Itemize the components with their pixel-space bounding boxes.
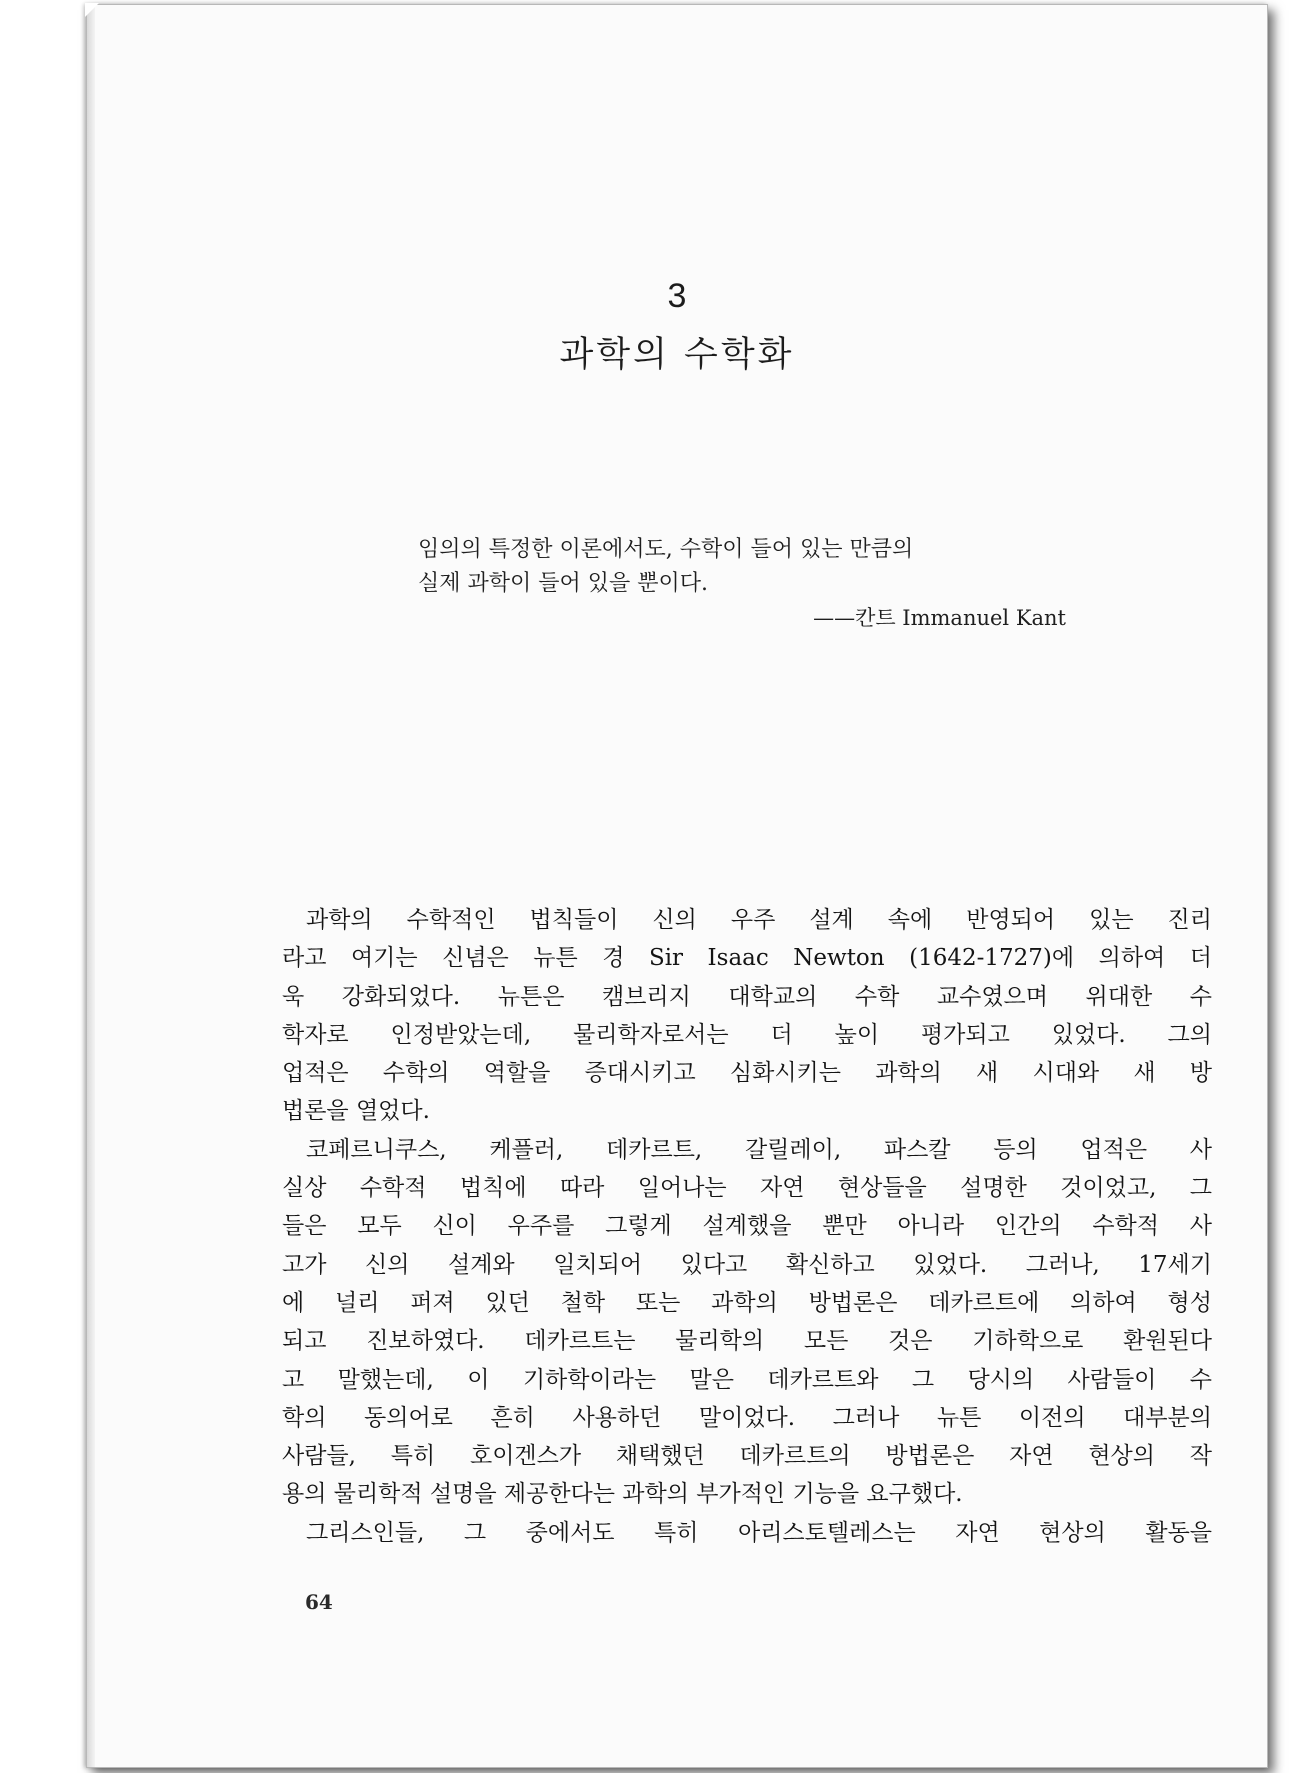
body-line: 고가 신의 설계와 일치되어 있다고 확신하고 있었다. 그러나, 17세기 [282,1251,1212,1278]
epigraph-attribution: ——칸트 Immanuel Kant [813,606,1066,630]
page-number: 64 [305,1590,333,1614]
body-line: 사람들, 특히 호이겐스가 채택했던 데카르트의 방법론은 자연 현상의 작 [282,1443,1212,1470]
epigraph-line: 임의의 특정한 이론에서도, 수학이 들어 있는 만큼의 [418,537,914,562]
page-left-edge [87,5,95,1767]
body-line: 학의 동의어로 흔히 사용하던 말이었다. 그러나 뉴튼 이전의 대부분의 [282,1404,1212,1431]
body-line: 실상 수학적 법칙에 따라 일어나는 자연 현상들을 설명한 것이었고, 그 [282,1175,1212,1202]
chapter-number: 3 [667,277,687,315]
body-line: 들은 모두 신이 우주를 그렇게 설계했을 뿐만 아니라 인간의 수학적 사 [282,1213,1212,1240]
chapter-title: 과학의 수학화 [559,335,795,375]
body-line: 라고 여기는 신념은 뉴튼 경 Sir Isaac Newton (1642-1727)에 의하여 더 [282,945,1212,972]
body-line: 과학의 수학적인 법칙들이 신의 우주 설계 속에 반영되어 있는 진리 [306,907,1212,933]
page-corner [85,3,99,17]
body-line: 업적은 수학의 역할을 증대시키고 심화시키는 과학의 새 시대와 새 방 [282,1060,1212,1087]
body-line: 법론을 열었다. [282,1098,430,1125]
epigraph-line: 실제 과학이 들어 있을 뿐이다. [418,571,708,596]
body-line: 욱 강화되었다. 뉴튼은 캠브리지 대학교의 수학 교수였으며 위대한 수 [282,983,1212,1010]
body-line: 에 널리 퍼져 있던 철학 또는 과학의 방법론은 데카르트에 의하여 형성 [282,1289,1212,1316]
body-line: 용의 물리학적 설명을 제공한다는 과학의 부가적인 기능을 요구했다. [282,1481,963,1508]
body-line: 학자로 인정받았는데, 물리학자로서는 더 높이 평가되고 있었다. 그의 [282,1021,1212,1048]
body-line: 그리스인들, 그 중에서도 특히 아리스토텔레스는 자연 현상의 활동을 [306,1519,1212,1546]
body-line: 코페르니쿠스, 케플러, 데카르트, 갈릴레이, 파스칼 등의 업적은 사 [306,1136,1212,1163]
epigraph [418,533,1078,635]
book-page [86,4,1268,1768]
body-line: 되고 진보하였다. 데카르트는 물리학의 모든 것은 기하학으로 환원된다 [282,1328,1212,1355]
body-text [282,901,1212,1552]
body-line: 고 말했는데, 이 기하학이라는 말은 데카르트와 그 당시의 사람들이 수 [282,1366,1212,1393]
